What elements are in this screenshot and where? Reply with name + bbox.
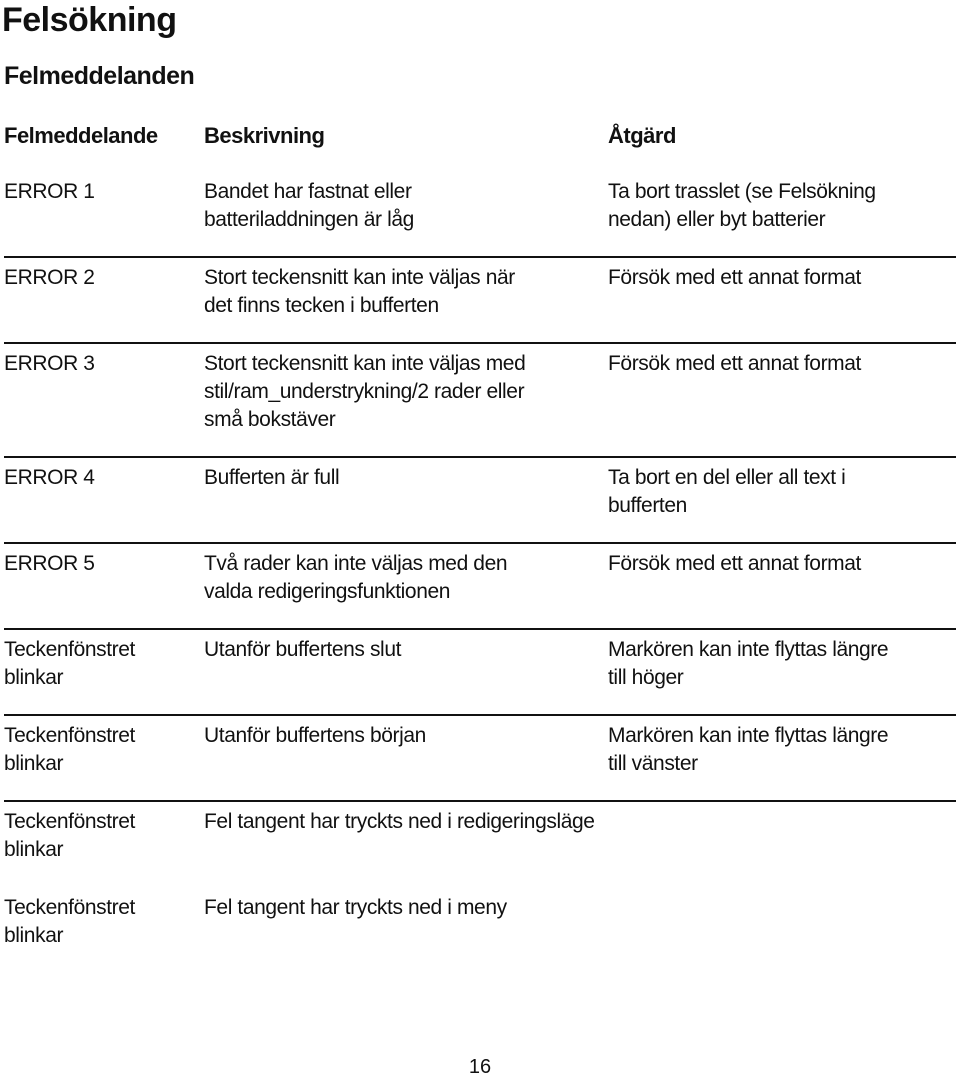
- row-message: ERROR 1: [4, 180, 95, 203]
- table-row: [4, 458, 956, 544]
- page-number: 16: [468, 1056, 492, 1078]
- row-description: Stort teckensnitt kan inte väljas när det finns tecken i bufferten: [204, 266, 515, 317]
- table-row: [4, 888, 956, 974]
- row-description: Fel tangent har tryckts ned i redigeringsläge: [204, 810, 595, 833]
- table-row: [4, 172, 956, 258]
- row-action: Försök med ett annat format: [608, 352, 861, 375]
- row-description: Utanför buffertens början: [204, 724, 426, 747]
- table-row: [4, 258, 956, 344]
- row-message: ERROR 3: [4, 352, 95, 375]
- row-action: Försök med ett annat format: [608, 266, 861, 289]
- row-description: Stort teckensnitt kan inte väljas med stil/ram_understrykning/2 rader eller små bokstäver: [204, 352, 526, 431]
- row-description: Fel tangent har tryckts ned i meny: [204, 896, 507, 919]
- section-title: Felmeddelanden: [4, 62, 195, 90]
- header-action: Åtgärd: [608, 123, 676, 148]
- row-description: Bandet har fastnat eller batteriladdningen är låg: [204, 180, 414, 231]
- row-action: Ta bort trasslet (se Felsökning nedan) eller byt batterier: [608, 180, 876, 231]
- row-message: Teckenfönstret blinkar: [4, 896, 135, 947]
- table-header-row: [4, 120, 956, 172]
- row-message: Teckenfönstret blinkar: [4, 638, 135, 689]
- error-message-table: [4, 120, 956, 974]
- table-row: [4, 716, 956, 802]
- row-description: Utanför buffertens slut: [204, 638, 402, 661]
- table-row: [4, 544, 956, 630]
- header-message: Felmeddelande: [4, 123, 158, 148]
- row-description: Två rader kan inte väljas med den valda redigeringsfunktionen: [204, 552, 508, 603]
- row-action: Markören kan inte flyttas längre till höger: [608, 638, 889, 689]
- row-description: Bufferten är full: [204, 466, 340, 489]
- row-action: Ta bort en del eller all text i bufferten: [608, 466, 846, 517]
- header-description: Beskrivning: [204, 123, 325, 148]
- table-row: [4, 630, 956, 716]
- row-message: ERROR 5: [4, 552, 95, 575]
- row-action: Markören kan inte flyttas längre till vänster: [608, 724, 889, 775]
- table-row: [4, 344, 956, 458]
- row-action: Försök med ett annat format: [608, 552, 861, 575]
- row-message: ERROR 4: [4, 466, 95, 489]
- row-message: ERROR 2: [4, 266, 95, 289]
- page-title: Felsökning: [2, 1, 177, 39]
- table-row: [4, 802, 956, 888]
- row-message: Teckenfönstret blinkar: [4, 810, 135, 861]
- row-message: Teckenfönstret blinkar: [4, 724, 135, 775]
